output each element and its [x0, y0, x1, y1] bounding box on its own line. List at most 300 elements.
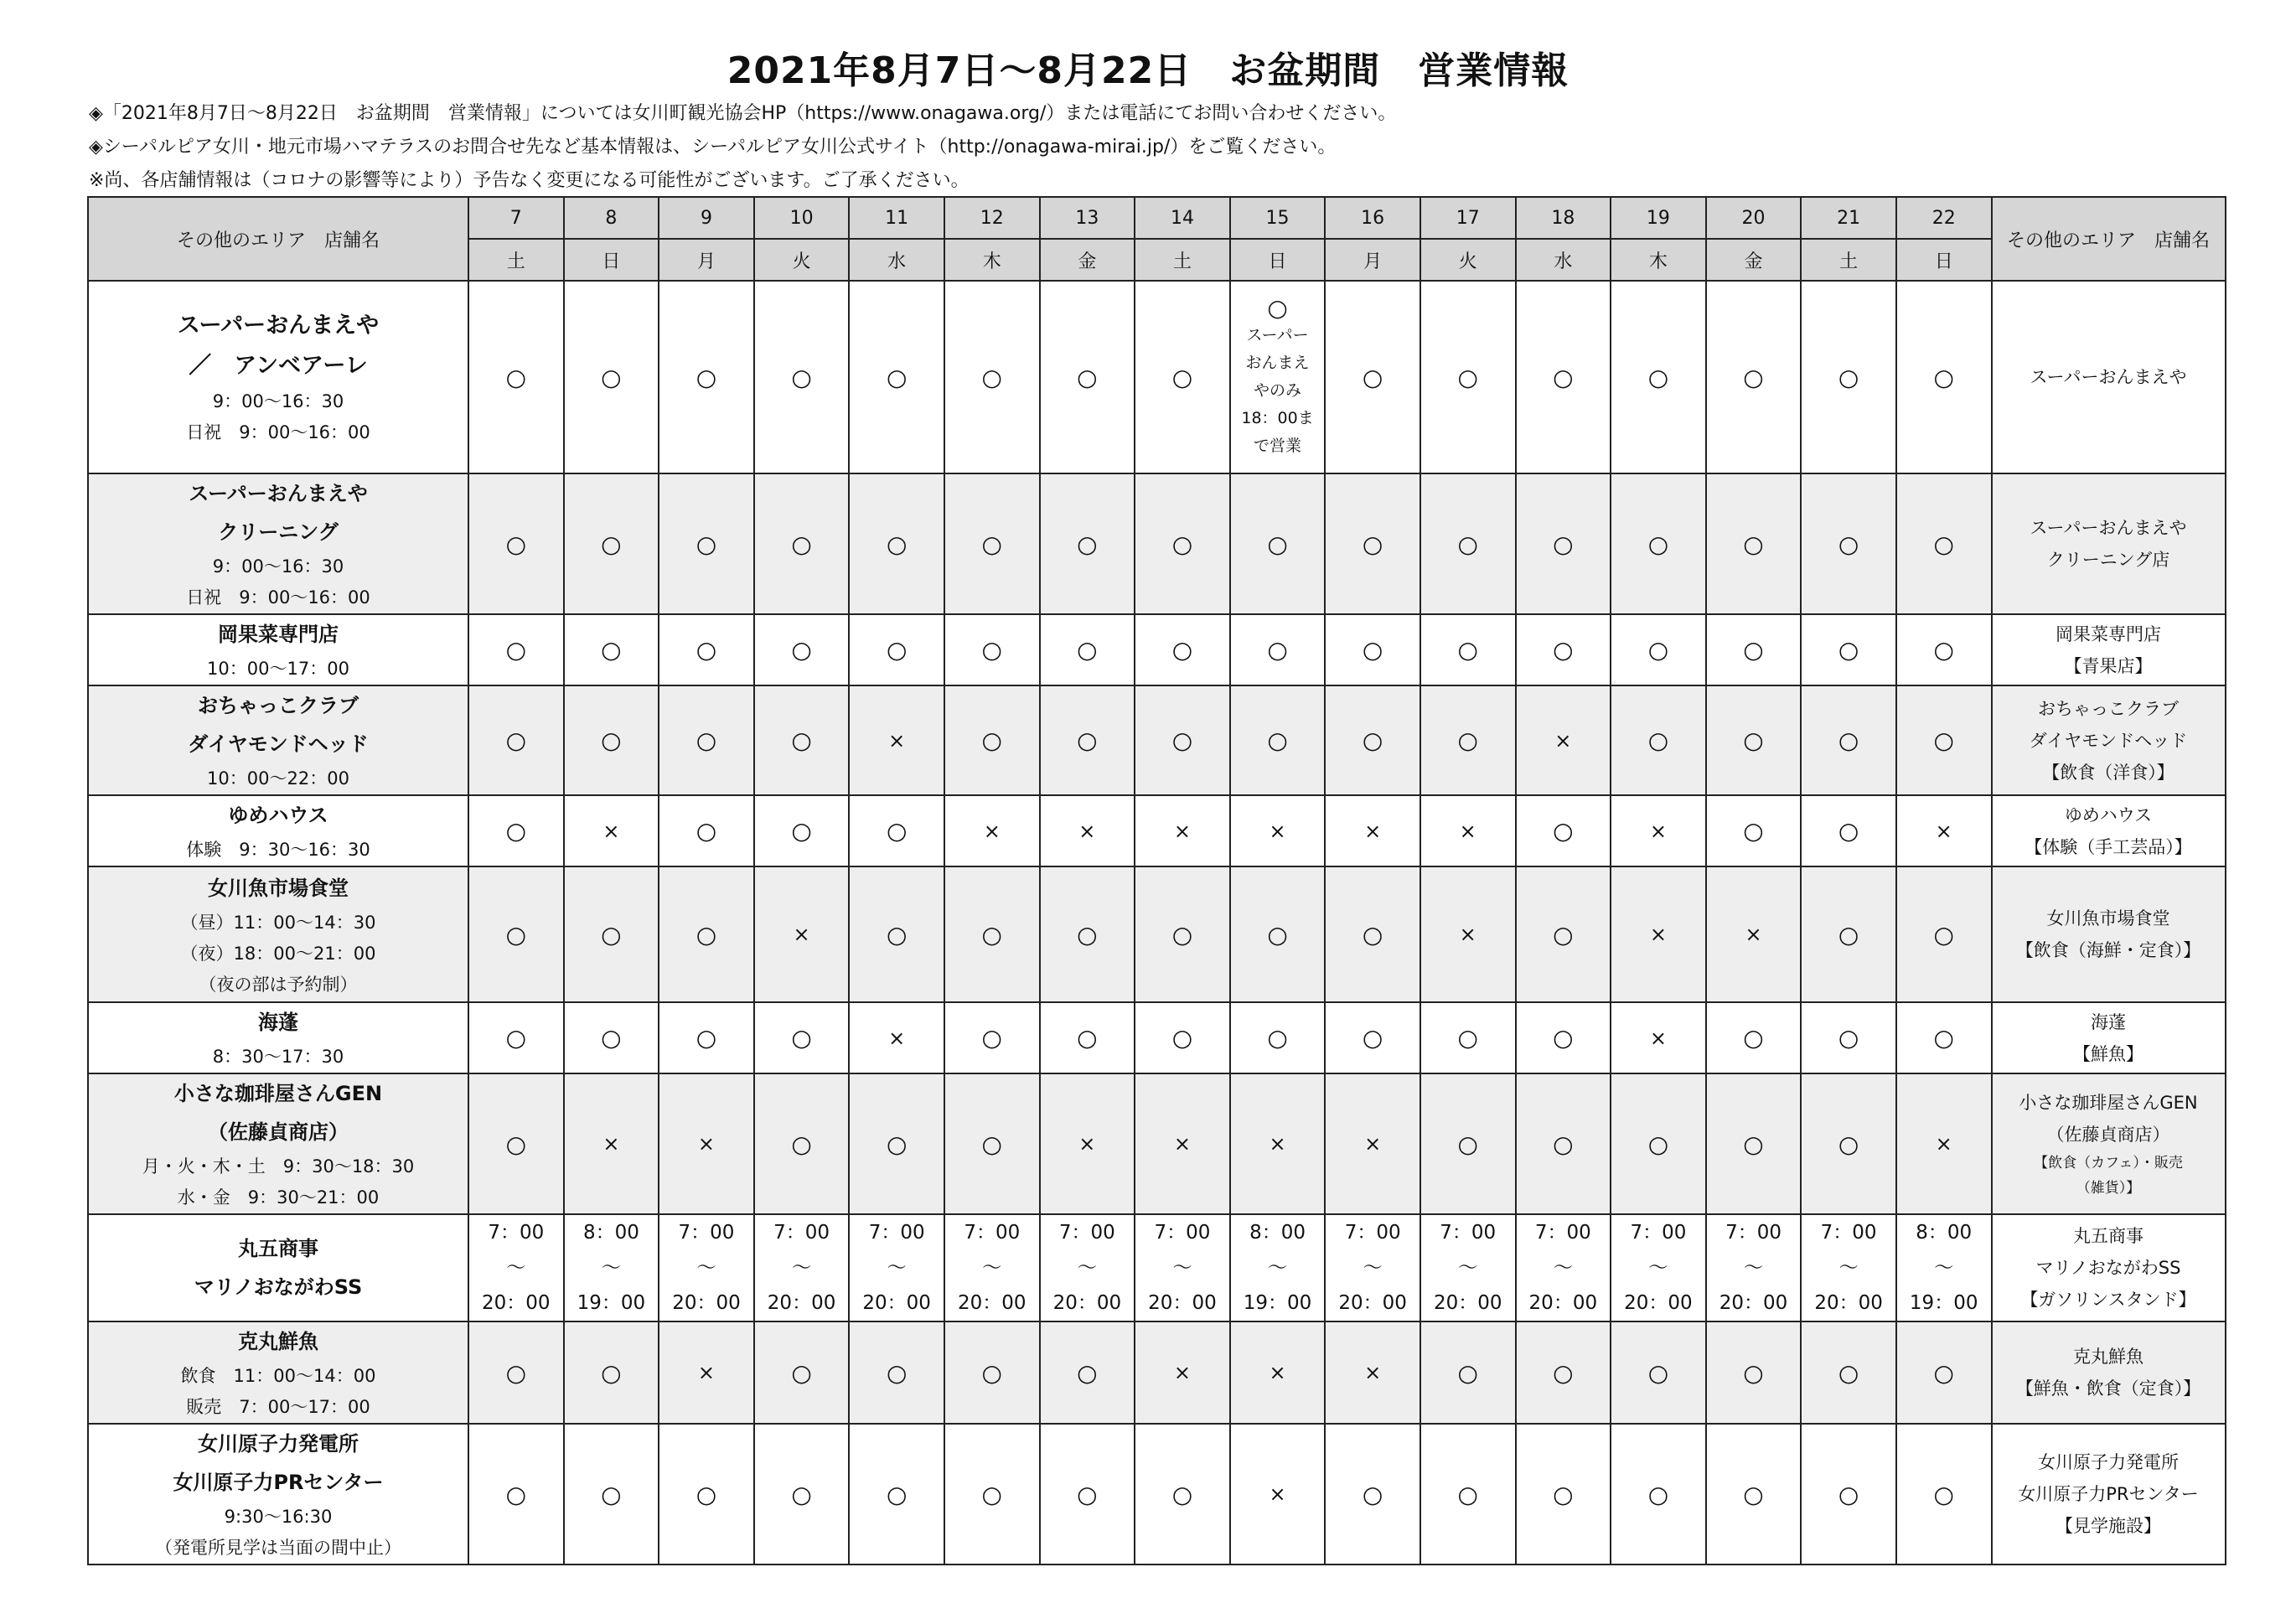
header-day: 7	[468, 197, 564, 239]
open-mark: ○	[791, 1358, 812, 1387]
day-cell	[1230, 1002, 1326, 1073]
hours-text: 〜	[1648, 1257, 1668, 1279]
open-mark: ○	[601, 1358, 622, 1387]
store-name: 女川原子力発電所	[198, 1432, 359, 1456]
open-mark: ○	[1933, 530, 1954, 558]
day-cell	[1420, 281, 1516, 473]
closed-mark: ×	[1364, 819, 1382, 843]
day-cell	[754, 1424, 850, 1565]
day-cell	[1230, 1214, 1326, 1321]
open-mark: ○	[1647, 636, 1669, 664]
store-hours: 水・金 9：30〜21：00	[177, 1187, 380, 1208]
open-mark: ○	[1267, 636, 1288, 664]
hours-text: 7：00	[1440, 1222, 1497, 1244]
day-cell	[1040, 473, 1135, 614]
header-weekday: 日	[1896, 239, 1992, 281]
day-cell	[1896, 1424, 1992, 1565]
header-weekday: 火	[1420, 239, 1516, 281]
day-cell	[659, 1002, 754, 1073]
open-mark: ○	[791, 1130, 812, 1158]
day-cell	[754, 795, 850, 866]
store-name: マリノおながわSS	[194, 1275, 363, 1299]
store-category-line: 【飲食（海鮮・定食）】	[2015, 940, 2201, 960]
day-cell	[1801, 1073, 1896, 1214]
closed-mark: ×	[1935, 819, 1952, 843]
store-category-line: 小さな珈琲屋さんGEN	[2019, 1093, 2198, 1113]
hours-text: 7：00	[868, 1222, 925, 1244]
day-cell	[1135, 1214, 1230, 1321]
open-mark: ○	[601, 636, 622, 664]
hours-text: 20：00	[1528, 1292, 1598, 1314]
store-hours: （昼）11：00〜14：30	[180, 912, 376, 933]
hours-text: 〜	[506, 1257, 526, 1279]
hours-text: 7：00	[1820, 1222, 1877, 1244]
store-category-line: マリノおながわSS	[2035, 1258, 2181, 1278]
day-cell	[659, 795, 754, 866]
open-mark: ○	[1457, 530, 1478, 558]
day-cell	[564, 1424, 659, 1565]
day-cell	[754, 1002, 850, 1073]
day-cell	[944, 1214, 1040, 1321]
hours-text: 〜	[1458, 1257, 1478, 1279]
day-cell	[1040, 1321, 1135, 1424]
store-name-cell	[88, 866, 468, 1002]
hours-text: 19：00	[577, 1292, 646, 1314]
store-name-cell	[88, 1073, 468, 1214]
closed-mark: ×	[1364, 1132, 1382, 1156]
open-mark: ○	[601, 727, 622, 754]
day-cell	[468, 1214, 564, 1321]
day-cell	[849, 866, 944, 1002]
closed-mark: ×	[1745, 923, 1762, 946]
store-category-small: （雑貨）】	[2076, 1180, 2141, 1197]
day-cell	[659, 1424, 754, 1565]
store-category-cell	[1992, 1321, 2226, 1424]
open-mark: ○	[1933, 363, 1954, 391]
page-title: 2021年8月7日〜8月22日 お盆期間 営業情報	[727, 49, 1569, 92]
open-mark: ○	[1933, 727, 1954, 754]
store-category-line: おちゃっこクラブ	[2038, 698, 2179, 719]
day-cell	[1516, 281, 1611, 473]
header-weekday: 金	[1040, 239, 1135, 281]
closed-mark: ×	[1364, 1361, 1382, 1384]
day-cell	[1420, 473, 1516, 614]
open-mark: ○	[696, 920, 717, 949]
hours-text: 20：00	[1719, 1292, 1788, 1314]
day-cell	[468, 866, 564, 1002]
day-cell	[1516, 1424, 1611, 1565]
hours-text: 〜	[601, 1257, 621, 1279]
open-mark: ○	[1838, 1130, 1859, 1158]
day-cell	[468, 1073, 564, 1214]
day-cell	[754, 473, 850, 614]
day-cell	[1325, 281, 1420, 473]
open-mark: ○	[1933, 920, 1954, 949]
closed-mark: ×	[1935, 1132, 1952, 1156]
day-cell	[1040, 281, 1135, 473]
store-category-line: ダイヤモンドヘッド	[2029, 730, 2188, 751]
open-mark: ○	[505, 530, 527, 558]
day-cell	[1611, 1073, 1706, 1214]
open-mark: ○	[886, 1480, 908, 1508]
header-day: 14	[1135, 197, 1230, 239]
store-name: 丸五商事	[238, 1237, 318, 1260]
hours-text: 7：00	[773, 1222, 830, 1244]
day-cell	[1896, 614, 1992, 685]
cell-note: おんまえ	[1245, 354, 1310, 372]
hours-text: 7：00	[1630, 1222, 1687, 1244]
day-cell	[1420, 795, 1516, 866]
header-weekday: 金	[1706, 239, 1802, 281]
note-line: ◈シーパルピア女川・地元市場ハマテラスのお問合せ先など基本情報は、シーパルピア女川公式サイト（http://onagawa-mirai.jp/）をご覧ください。	[89, 137, 1337, 158]
open-mark: ○	[1171, 920, 1193, 949]
store-category-line: 【鮮魚】	[2073, 1043, 2143, 1064]
open-mark: ○	[791, 363, 812, 391]
hours-text: 8：00	[582, 1222, 639, 1244]
open-mark: ○	[1457, 1024, 1478, 1052]
hours-text: 7：00	[1344, 1222, 1401, 1244]
hours-text: 20：00	[1814, 1292, 1883, 1314]
day-cell	[468, 795, 564, 866]
day-cell	[1516, 866, 1611, 1002]
table-row	[88, 795, 2226, 866]
day-cell	[1611, 614, 1706, 685]
open-mark: ○	[696, 727, 717, 754]
open-mark: ○	[1553, 920, 1574, 949]
store-name: スーパーおんまえや	[189, 482, 368, 505]
hours-text: 20：00	[767, 1292, 836, 1314]
hours-text: 〜	[982, 1257, 1002, 1279]
store-category-line: 岡果菜専門店	[2056, 623, 2161, 644]
hours-text: 20：00	[1052, 1292, 1122, 1314]
day-cell	[1801, 473, 1896, 614]
open-mark: ○	[1457, 1130, 1478, 1158]
closed-mark: ×	[793, 923, 810, 946]
store-name: ／ アンベアーレ	[189, 353, 368, 379]
day-cell	[1135, 473, 1230, 614]
day-cell	[1135, 685, 1230, 795]
day-cell	[849, 614, 944, 685]
open-mark: ○	[1553, 1480, 1574, 1508]
open-mark: ○	[1457, 727, 1478, 754]
open-mark: ○	[505, 636, 527, 664]
day-cell	[1896, 1214, 1992, 1321]
day-cell	[944, 866, 1040, 1002]
store-category-line: 【鮮魚・飲食（定食）】	[2015, 1378, 2201, 1399]
day-cell	[1611, 1214, 1706, 1321]
day-cell	[468, 685, 564, 795]
open-mark: ○	[1838, 920, 1859, 949]
day-cell	[468, 281, 564, 473]
store-category-line: 丸五商事	[2073, 1226, 2143, 1246]
store-category-line: 【ガソリンスタンド】	[2020, 1290, 2196, 1310]
header-day: 21	[1801, 197, 1896, 239]
day-cell	[1516, 1002, 1611, 1073]
open-mark: ○	[1838, 727, 1859, 754]
store-category-cell	[1992, 1214, 2226, 1321]
day-cell	[1801, 685, 1896, 795]
open-mark: ○	[1267, 920, 1288, 949]
open-mark: ○	[981, 1358, 1002, 1387]
day-cell	[849, 1214, 944, 1321]
closed-mark: ×	[1459, 819, 1476, 843]
day-cell	[1801, 1321, 1896, 1424]
day-cell	[659, 1214, 754, 1321]
open-mark: ○	[1553, 1024, 1574, 1052]
open-mark: ○	[791, 636, 812, 664]
store-hours: 10：00〜17：00	[207, 659, 349, 679]
open-mark: ○	[1553, 530, 1574, 558]
day-cell	[849, 685, 944, 795]
day-cell	[944, 1424, 1040, 1565]
open-mark: ○	[1553, 817, 1574, 845]
day-cell	[1896, 1002, 1992, 1073]
open-mark: ○	[791, 727, 812, 754]
day-cell	[1325, 685, 1420, 795]
day-cell	[1611, 1002, 1706, 1073]
hours-text: 20：00	[1433, 1292, 1502, 1314]
open-mark: ○	[1267, 1024, 1288, 1052]
store-name: 小さな珈琲屋さんGEN	[173, 1082, 383, 1105]
open-mark: ○	[886, 1358, 908, 1387]
open-mark: ○	[1647, 363, 1669, 391]
store-category-small: 【飲食（カフェ）・販売	[2034, 1155, 2183, 1171]
open-mark: ○	[696, 363, 717, 391]
day-cell	[659, 281, 754, 473]
open-mark: ○	[1171, 727, 1193, 754]
store-name-cell	[88, 685, 468, 795]
header-weekday: 土	[1801, 239, 1896, 281]
store-name: おちゃっこクラブ	[198, 694, 359, 717]
store-name: 岡果菜専門店	[218, 623, 339, 646]
store-hours: 8：30〜17：30	[212, 1047, 344, 1067]
day-cell	[1040, 1073, 1135, 1214]
open-mark: ○	[1743, 727, 1764, 754]
store-name-cell	[88, 1424, 468, 1565]
open-mark: ○	[1362, 530, 1383, 558]
store-hours: 日祝 9：00〜16：00	[186, 587, 370, 608]
open-mark: ○	[1743, 1358, 1764, 1387]
header-weekday: 日	[564, 239, 659, 281]
open-mark: ○	[505, 1358, 527, 1387]
day-cell	[1706, 1002, 1802, 1073]
day-cell	[1040, 1002, 1135, 1073]
store-hours: （発電所見学は当面の間中止）	[155, 1538, 401, 1558]
day-cell	[849, 473, 944, 614]
day-cell	[468, 1002, 564, 1073]
closed-mark: ×	[1078, 1132, 1096, 1156]
open-mark: ○	[1933, 1358, 1954, 1387]
day-cell	[849, 1002, 944, 1073]
store-name: 女川原子力PRセンター	[173, 1471, 384, 1494]
day-cell	[1801, 795, 1896, 866]
header-store-name-right: その他のエリア 店舗名	[1992, 197, 2226, 281]
day-cell	[1420, 1002, 1516, 1073]
header-day: 11	[849, 197, 944, 239]
header-day: 19	[1611, 197, 1706, 239]
day-cell	[849, 795, 944, 866]
day-cell	[1230, 866, 1326, 1002]
table-row	[88, 281, 2226, 473]
day-cell	[1420, 1424, 1516, 1565]
day-cell	[1801, 281, 1896, 473]
header-weekday: 水	[1516, 239, 1611, 281]
open-mark: ○	[505, 920, 527, 949]
open-mark: ○	[1171, 636, 1193, 664]
open-mark: ○	[1553, 636, 1574, 664]
open-mark: ○	[505, 1480, 527, 1508]
store-category-line: スーパーおんまえや	[2030, 367, 2187, 387]
open-mark: ○	[1743, 363, 1764, 391]
cell-note: やのみ	[1254, 381, 1302, 400]
open-mark: ○	[1647, 530, 1669, 558]
day-cell	[849, 1073, 944, 1214]
open-mark: ○	[1933, 1024, 1954, 1052]
store-category-line: スーパーおんまえや	[2030, 518, 2187, 538]
hours-text: 〜	[1838, 1257, 1859, 1279]
open-mark: ○	[886, 817, 908, 845]
day-cell	[1040, 614, 1135, 685]
open-mark: ○	[696, 1024, 717, 1052]
hours-text: 〜	[1744, 1257, 1764, 1279]
header-day: 22	[1896, 197, 1992, 239]
header-weekday: 月	[659, 239, 754, 281]
day-cell	[1516, 473, 1611, 614]
store-name-cell	[88, 614, 468, 685]
open-mark: ○	[1743, 1130, 1764, 1158]
open-mark: ○	[1743, 817, 1764, 845]
open-mark: ○	[1077, 636, 1098, 664]
closed-mark: ×	[1173, 1361, 1191, 1384]
open-mark: ○	[1077, 363, 1098, 391]
store-category-cell	[1992, 473, 2226, 614]
hours-text: 7：00	[1725, 1222, 1781, 1244]
open-mark: ○	[791, 817, 812, 845]
day-cell	[564, 1002, 659, 1073]
hours-text: 〜	[1363, 1257, 1383, 1279]
header-day: 9	[659, 197, 754, 239]
open-mark: ○	[696, 1480, 717, 1508]
open-mark: ○	[981, 1024, 1002, 1052]
open-mark: ○	[1743, 1480, 1764, 1508]
day-cell	[1325, 473, 1420, 614]
closed-mark: ×	[697, 1361, 716, 1384]
open-mark: ○	[886, 636, 908, 664]
day-cell	[1040, 866, 1135, 1002]
day-cell	[1230, 795, 1326, 866]
day-cell	[564, 614, 659, 685]
day-cell	[754, 281, 850, 473]
day-cell	[1896, 1321, 1992, 1424]
day-cell	[564, 1321, 659, 1424]
open-mark: ○	[1077, 727, 1098, 754]
open-mark: ○	[886, 530, 908, 558]
day-cell	[754, 614, 850, 685]
day-cell	[564, 473, 659, 614]
closed-mark: ×	[1173, 1132, 1191, 1156]
day-cell	[1516, 1073, 1611, 1214]
open-mark: ○	[1838, 1358, 1859, 1387]
open-mark: ○	[505, 1024, 527, 1052]
day-cell	[1896, 795, 1992, 866]
store-category-line: 克丸鮮魚	[2073, 1347, 2143, 1367]
store-hours: 飲食 11：00〜14：00	[180, 1366, 376, 1386]
hours-text: 19：00	[1909, 1292, 1978, 1314]
open-mark: ○	[601, 363, 622, 391]
day-cell	[468, 473, 564, 614]
day-cell	[1325, 795, 1420, 866]
open-mark: ○	[1838, 636, 1859, 664]
day-cell	[849, 1424, 944, 1565]
day-cell	[754, 1321, 850, 1424]
open-mark: ○	[1838, 1480, 1859, 1508]
header-day: 8	[564, 197, 659, 239]
open-mark: ○	[505, 817, 527, 845]
day-cell	[754, 685, 850, 795]
closed-mark: ×	[1554, 728, 1572, 753]
store-hours: 月・火・木・土 9：30〜18：30	[142, 1156, 415, 1177]
table-row	[88, 866, 2226, 1002]
hours-text: 20：00	[862, 1292, 931, 1314]
header-weekday: 火	[754, 239, 850, 281]
open-mark: ○	[1457, 636, 1478, 664]
notes	[89, 97, 2268, 198]
day-cell	[1516, 685, 1611, 795]
open-mark: ○	[981, 727, 1002, 754]
day-cell	[1325, 1073, 1420, 1214]
header-weekday: 月	[1325, 239, 1420, 281]
store-name-cell	[88, 1214, 468, 1321]
hours-text: 〜	[792, 1257, 812, 1279]
day-cell	[1516, 795, 1611, 866]
closed-mark: ×	[1649, 923, 1667, 946]
open-mark: ○	[1647, 1130, 1669, 1158]
day-cell	[1325, 1321, 1420, 1424]
open-mark: ○	[1171, 530, 1193, 558]
day-cell	[1230, 473, 1326, 614]
closed-mark: ×	[888, 1026, 906, 1050]
day-cell	[1516, 1321, 1611, 1424]
open-mark: ○	[601, 920, 622, 949]
store-category-cell	[1992, 866, 2226, 1002]
closed-mark: ×	[1649, 819, 1667, 843]
table-row	[88, 1321, 2226, 1424]
day-cell	[1420, 685, 1516, 795]
store-category-line: 【飲食（洋食）】	[2042, 762, 2174, 783]
store-hours: 10：00〜22：00	[207, 768, 349, 789]
store-category-line: 女川原子力PRセンター	[2018, 1484, 2199, 1504]
open-mark: ○	[1362, 1024, 1383, 1052]
day-cell	[1706, 1424, 1802, 1565]
day-cell	[944, 1321, 1040, 1424]
open-mark: ○	[1077, 530, 1098, 558]
day-cell	[1325, 614, 1420, 685]
day-cell	[1325, 1214, 1420, 1321]
open-mark: ○	[886, 363, 908, 391]
day-cell	[944, 1002, 1040, 1073]
open-mark: ○	[1838, 363, 1859, 391]
open-mark: ○	[1457, 1358, 1478, 1387]
open-mark: ○	[1838, 1024, 1859, 1052]
store-name-cell	[88, 1321, 468, 1424]
hours-text: 〜	[696, 1257, 716, 1279]
table-row	[88, 685, 2226, 795]
open-mark: ○	[601, 530, 622, 558]
day-cell	[1135, 614, 1230, 685]
open-mark: ○	[1838, 530, 1859, 558]
day-cell	[468, 1321, 564, 1424]
hours-text: 8：00	[1249, 1222, 1306, 1244]
